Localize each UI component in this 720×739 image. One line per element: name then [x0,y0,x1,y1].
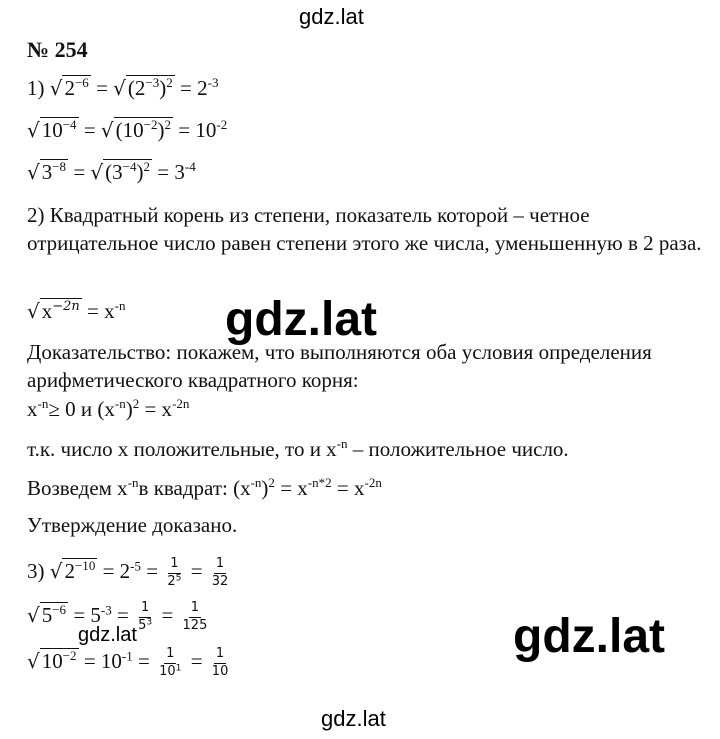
sqrt-lhs: $√2^{-6}$ [49,75,89,100]
sqrt-rhs: $√(10^{-2})^2$ [100,117,172,142]
watermark-top: gdz.lat [299,4,364,29]
watermark-big: gdz.lat [513,610,665,663]
sqrt-rhs: $√(3^{-4})^2$ [90,159,151,184]
watermark-middle: gdz.lat [225,293,377,346]
proof-conclusion: Утверждение доказано. [27,513,238,537]
part3-eq3: $√10^{-2} = 10^{-1}$ = $\frac{1}{10^1}$ = $\frac{1}{10}$ [27,646,229,679]
part1-eq1: 1) $√2^{-6} = √(2^{-3})^2 = 2^{-3}$ [27,75,219,100]
part3-eq1: 3) $√2^{-10} = 2^{-5}$ = $\frac{1}{2^5}$ = $\frac{1}{32}$ [27,556,229,589]
fraction: $\frac{1}{2^5}$ [167,556,182,589]
fraction: $\frac{1}{125}$ [182,600,208,633]
part1-label: 1) [27,76,45,100]
proof-intro: Доказательство: покажем, что выполняются оба условия определения арифметического квадратного корня: [27,340,652,392]
watermark-bottom: gdz.lat [321,706,386,731]
proof-positive: т.к. число x положительные, то и $x^{-n}$ – положительное число. [27,436,569,461]
part1-eq3: $√3^{-8} = √(3^{-4})^2 = 3^{-4}$ [27,159,196,184]
fraction: $\frac{1}{10}$ [211,646,229,679]
part2-formula: $√x^{-2n} = x^{-n}$ [27,298,126,323]
sqrt-rhs: $√(2^{-3})^2$ [113,75,173,100]
part1-eq2: $√10^{-4} = √(10^{-2})^2 = 10^{-2}$ [27,117,228,142]
sqrt-lhs: $√10^{-4}$ [27,117,77,142]
part3-eq2: $√5^{-6} = 5^{-3}$ = $\frac{1}{5^3}$ = $\frac{1}{125}$ [27,600,208,633]
fraction: $\frac{1}{10^1}$ [159,646,182,679]
fraction: $\frac{1}{32}$ [211,556,229,589]
problem-number: № 254 [27,37,88,62]
sqrt-lhs: $√3^{-8}$ [27,159,67,184]
part2-statement: 2) Квадратный корень из степени, показатель которой – четное отрицательное число равен степени этого же числа, уменьшенную в 2 раза. [27,203,702,255]
part3-label: 3) [27,559,45,584]
fraction: $\frac{1}{5^3}$ [138,600,153,633]
watermark-small: gdz.lat [78,624,137,646]
proof-conditions: $x^{-n}\ge 0$ и $(x^{-n})^2 = x^{-2n}$ [27,396,190,421]
proof-square: Возведем $x^{-n}в$ квадрат: $(x^{-n})^2 = x^{-n*2} = x^{-2n}$ [27,475,382,500]
